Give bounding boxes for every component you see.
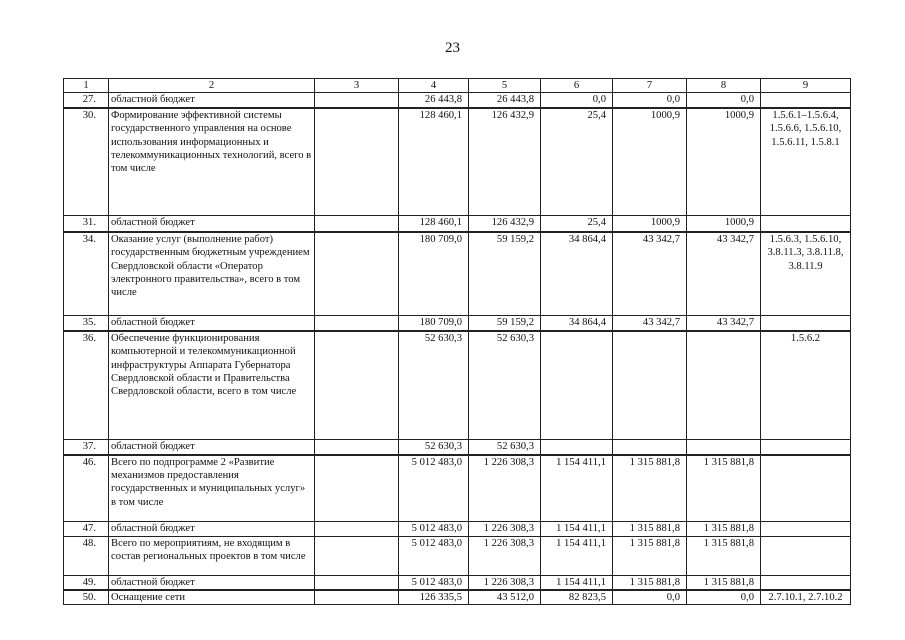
col-5-cell: 126 432,9 [469,108,541,216]
refs-cell: 1.5.6.1–1.5.6.4, 1.5.6.6, 1.5.6.10, 1.5.6.11, 1.5.8.1 [761,108,851,216]
refs-cell [761,575,851,590]
header-cell: 7 [613,79,687,93]
row-number: 50. [64,590,109,605]
col-7-cell [613,440,687,455]
row-name: областной бюджет [109,575,315,590]
col-3-cell [315,536,399,575]
col-3-cell [315,108,399,216]
col-5-cell: 1 226 308,3 [469,575,541,590]
col-6-cell: 1 154 411,1 [541,575,613,590]
table-row [64,440,851,455]
table-row [64,232,851,316]
header-cell: 1 [64,79,109,93]
col-7-cell: 1 315 881,8 [613,455,687,522]
col-8-cell [687,331,761,440]
row-number: 47. [64,522,109,536]
budget-table [63,78,851,605]
table-row [64,455,851,522]
col-6-cell: 0,0 [541,93,613,108]
col-8-cell: 43 342,7 [687,316,761,331]
refs-cell [761,316,851,331]
col-7-cell [613,331,687,440]
row-number: 46. [64,455,109,522]
refs-cell: 2.7.10.1, 2.7.10.2 [761,590,851,605]
row-name: Всего по подпрограмме 2 «Развитие механизмов предоставления государственных и муниципальных услуг» в том числе [109,455,315,522]
col-3-cell [315,590,399,605]
row-name: Обеспечение функционирования компьютерной и телекоммуникационной инфраструктуры Аппарата Губернатора Свердловской области и Правительства Свердловской области, всего в том числе [109,331,315,440]
col-4-cell: 128 460,1 [399,108,469,216]
col-5-cell: 1 226 308,3 [469,536,541,575]
col-7-cell: 1 315 881,8 [613,536,687,575]
col-3-cell [315,522,399,536]
refs-cell [761,455,851,522]
row-name: областной бюджет [109,93,315,108]
col-8-cell: 0,0 [687,590,761,605]
row-name: Формирование эффективной системы государственного управления на основе использования информационных и телекоммуникационных технологий, всего в том числе [109,108,315,216]
row-name: областной бюджет [109,316,315,331]
table-row [64,590,851,605]
header-cell: 3 [315,79,399,93]
refs-cell: 1.5.6.2 [761,331,851,440]
col-6-cell: 34 864,4 [541,232,613,316]
col-8-cell: 0,0 [687,93,761,108]
col-4-cell: 126 335,5 [399,590,469,605]
table-row [64,93,851,108]
header-cell: 9 [761,79,851,93]
col-8-cell: 1 315 881,8 [687,575,761,590]
col-5-cell: 59 159,2 [469,316,541,331]
col-5-cell: 52 630,3 [469,440,541,455]
col-5-cell: 59 159,2 [469,232,541,316]
refs-cell [761,522,851,536]
col-4-cell: 180 709,0 [399,232,469,316]
col-8-cell: 1 315 881,8 [687,522,761,536]
refs-cell [761,536,851,575]
col-4-cell: 26 443,8 [399,93,469,108]
col-8-cell [687,440,761,455]
row-number: 35. [64,316,109,331]
col-8-cell: 1000,9 [687,108,761,216]
col-7-cell: 43 342,7 [613,316,687,331]
table-row [64,522,851,536]
col-3-cell [315,216,399,232]
col-6-cell: 25,4 [541,216,613,232]
col-4-cell: 5 012 483,0 [399,455,469,522]
row-name: Оснащение сети [109,590,315,605]
table-row [64,316,851,331]
col-3-cell [315,575,399,590]
col-4-cell: 128 460,1 [399,216,469,232]
header-cell: 4 [399,79,469,93]
refs-cell [761,216,851,232]
col-5-cell: 1 226 308,3 [469,522,541,536]
col-3-cell [315,331,399,440]
row-name: областной бюджет [109,440,315,455]
col-5-cell: 26 443,8 [469,93,541,108]
col-6-cell [541,440,613,455]
col-6-cell: 25,4 [541,108,613,216]
header-cell: 6 [541,79,613,93]
col-6-cell: 82 823,5 [541,590,613,605]
row-number: 37. [64,440,109,455]
row-name: областной бюджет [109,216,315,232]
col-8-cell: 1000,9 [687,216,761,232]
refs-cell: 1.5.6.3, 1.5.6.10, 3.8.11.3, 3.8.11.8, 3.8.11.9 [761,232,851,316]
refs-cell [761,93,851,108]
col-7-cell: 0,0 [613,590,687,605]
col-7-cell: 1 315 881,8 [613,522,687,536]
col-6-cell [541,331,613,440]
col-3-cell [315,232,399,316]
row-name: Оказание услуг (выполнение работ) государственным бюджетным учреждением Свердловской области «Оператор электронного правительства», всего в том числе [109,232,315,316]
header-cell: 5 [469,79,541,93]
col-4-cell: 180 709,0 [399,316,469,331]
row-number: 48. [64,536,109,575]
row-number: 49. [64,575,109,590]
col-8-cell: 43 342,7 [687,232,761,316]
col-4-cell: 52 630,3 [399,440,469,455]
col-4-cell: 52 630,3 [399,331,469,440]
col-6-cell: 1 154 411,1 [541,455,613,522]
row-number: 34. [64,232,109,316]
col-7-cell: 1 315 881,8 [613,575,687,590]
col-5-cell: 126 432,9 [469,216,541,232]
col-7-cell: 1000,9 [613,108,687,216]
col-5-cell: 43 512,0 [469,590,541,605]
col-3-cell [315,440,399,455]
col-4-cell: 5 012 483,0 [399,575,469,590]
col-6-cell: 1 154 411,1 [541,536,613,575]
refs-cell [761,440,851,455]
header-cell: 8 [687,79,761,93]
col-7-cell: 0,0 [613,93,687,108]
row-number: 36. [64,331,109,440]
table-row [64,575,851,590]
row-number: 31. [64,216,109,232]
col-5-cell: 52 630,3 [469,331,541,440]
row-number: 30. [64,108,109,216]
col-4-cell: 5 012 483,0 [399,522,469,536]
col-6-cell: 1 154 411,1 [541,522,613,536]
row-number: 27. [64,93,109,108]
col-4-cell: 5 012 483,0 [399,536,469,575]
header-row [64,79,851,93]
col-8-cell: 1 315 881,8 [687,455,761,522]
table-row [64,108,851,216]
header-cell: 2 [109,79,315,93]
col-7-cell: 43 342,7 [613,232,687,316]
col-3-cell [315,93,399,108]
col-6-cell: 34 864,4 [541,316,613,331]
table-row [64,216,851,232]
col-3-cell [315,316,399,331]
col-8-cell: 1 315 881,8 [687,536,761,575]
row-name: Всего по мероприятиям, не входящим в состав региональных проектов в том числе [109,536,315,575]
table-row [64,331,851,440]
table-row [64,536,851,575]
page-number: 23 [445,40,460,56]
col-3-cell [315,455,399,522]
col-5-cell: 1 226 308,3 [469,455,541,522]
row-name: областной бюджет [109,522,315,536]
col-7-cell: 1000,9 [613,216,687,232]
